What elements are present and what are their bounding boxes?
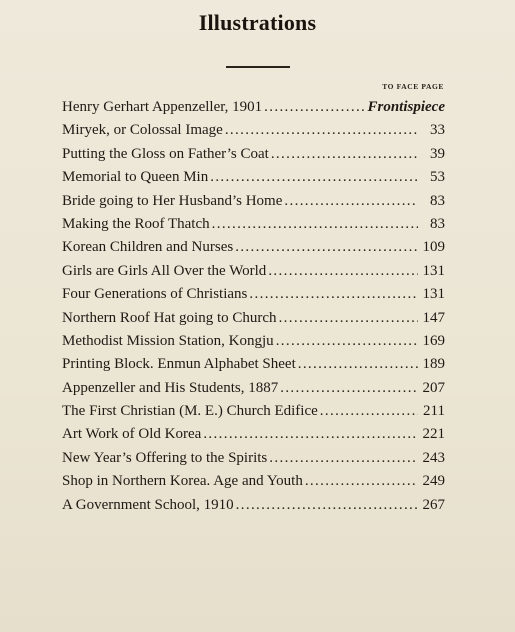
entry-page: 189 (422, 356, 445, 373)
dot-leader (271, 143, 418, 166)
entry-title: Printing Block. Enmun Alphabet Sheet (62, 356, 296, 373)
entry-title: Art Work of Old Korea (62, 426, 202, 443)
list-item (62, 400, 445, 423)
entry-title: Northern Roof Hat going to Church (62, 309, 277, 326)
list-item (62, 96, 445, 119)
dot-leader (264, 96, 364, 119)
dot-leader (320, 400, 418, 423)
entry-title: Bride going to Her Husband’s Home (62, 192, 283, 209)
list-item (62, 190, 445, 213)
entry-page: 221 (422, 426, 445, 443)
dot-leader (276, 330, 418, 353)
entry-title: A Government School, 1910 (62, 496, 234, 513)
entry-title: The First Christian (M. E.) Church Edifice (62, 403, 318, 420)
list-item (62, 470, 445, 493)
list-item (62, 166, 445, 189)
dot-leader (235, 236, 418, 259)
list-item (62, 260, 445, 283)
entry-title: Memorial to Queen Min (62, 169, 209, 186)
entry-page: 147 (422, 309, 445, 326)
list-item (62, 283, 445, 306)
page-title: Illustrations (198, 10, 317, 35)
entry-page: 33 (430, 122, 445, 139)
list-item (62, 330, 445, 353)
list-item (62, 236, 445, 259)
list-item (62, 377, 445, 400)
dot-leader (249, 283, 418, 306)
column-header-to-face-page: TO FACE PAGE (382, 82, 444, 91)
entry-page: Frontispiece (367, 99, 445, 115)
dot-leader (305, 470, 418, 493)
entry-page: 53 (430, 169, 445, 186)
entry-title: Shop in Northern Korea. Age and Youth (62, 473, 303, 490)
list-item (62, 494, 445, 517)
entry-page: 207 (422, 379, 445, 396)
dot-leader (268, 260, 418, 283)
entry-page: 39 (430, 145, 445, 162)
title-rule-divider (226, 66, 290, 68)
entry-title: Miryek, or Colossal Image (62, 122, 223, 139)
entry-page: 131 (422, 286, 445, 303)
dot-leader (212, 213, 418, 236)
dot-leader (269, 447, 418, 470)
entry-page: 243 (422, 449, 445, 466)
entry-title: Henry Gerhart Appenzeller, 1901 (62, 99, 263, 115)
dot-leader (280, 377, 418, 400)
entry-title: New Year’s Offering to the Spirits (62, 449, 268, 466)
dot-leader (225, 119, 418, 142)
entry-page: 109 (422, 239, 445, 256)
entry-title: Girls are Girls All Over the World (62, 262, 267, 279)
list-item (62, 423, 445, 446)
list-item (62, 447, 445, 470)
entry-title: Korean Children and Nurses (62, 239, 234, 256)
entry-page: 267 (422, 496, 445, 513)
entry-page: 249 (422, 473, 445, 490)
entry-title: Making the Roof Thatch (62, 215, 210, 232)
list-item (62, 119, 445, 142)
dot-leader (203, 423, 418, 446)
entry-title: Four Generations of Christians (62, 286, 248, 303)
entry-title: Appenzeller and His Students, 1887 (62, 379, 279, 396)
entry-title: Methodist Mission Station, Kongju (62, 332, 274, 349)
entry-page: 169 (422, 332, 445, 349)
list-item (62, 143, 445, 166)
dot-leader (236, 494, 418, 517)
dot-leader (284, 190, 418, 213)
list-item (62, 353, 445, 376)
list-item (62, 213, 445, 236)
entry-page: 211 (423, 403, 445, 420)
entry-title: Putting the Gloss on Father’s Coat (62, 145, 269, 162)
entry-page: 83 (430, 215, 445, 232)
entry-page: 131 (422, 262, 445, 279)
list-item (62, 307, 445, 330)
dot-leader (279, 307, 418, 330)
illustrations-list (62, 96, 445, 517)
dot-leader (298, 353, 418, 376)
dot-leader (210, 166, 418, 189)
entry-page: 83 (430, 192, 445, 209)
